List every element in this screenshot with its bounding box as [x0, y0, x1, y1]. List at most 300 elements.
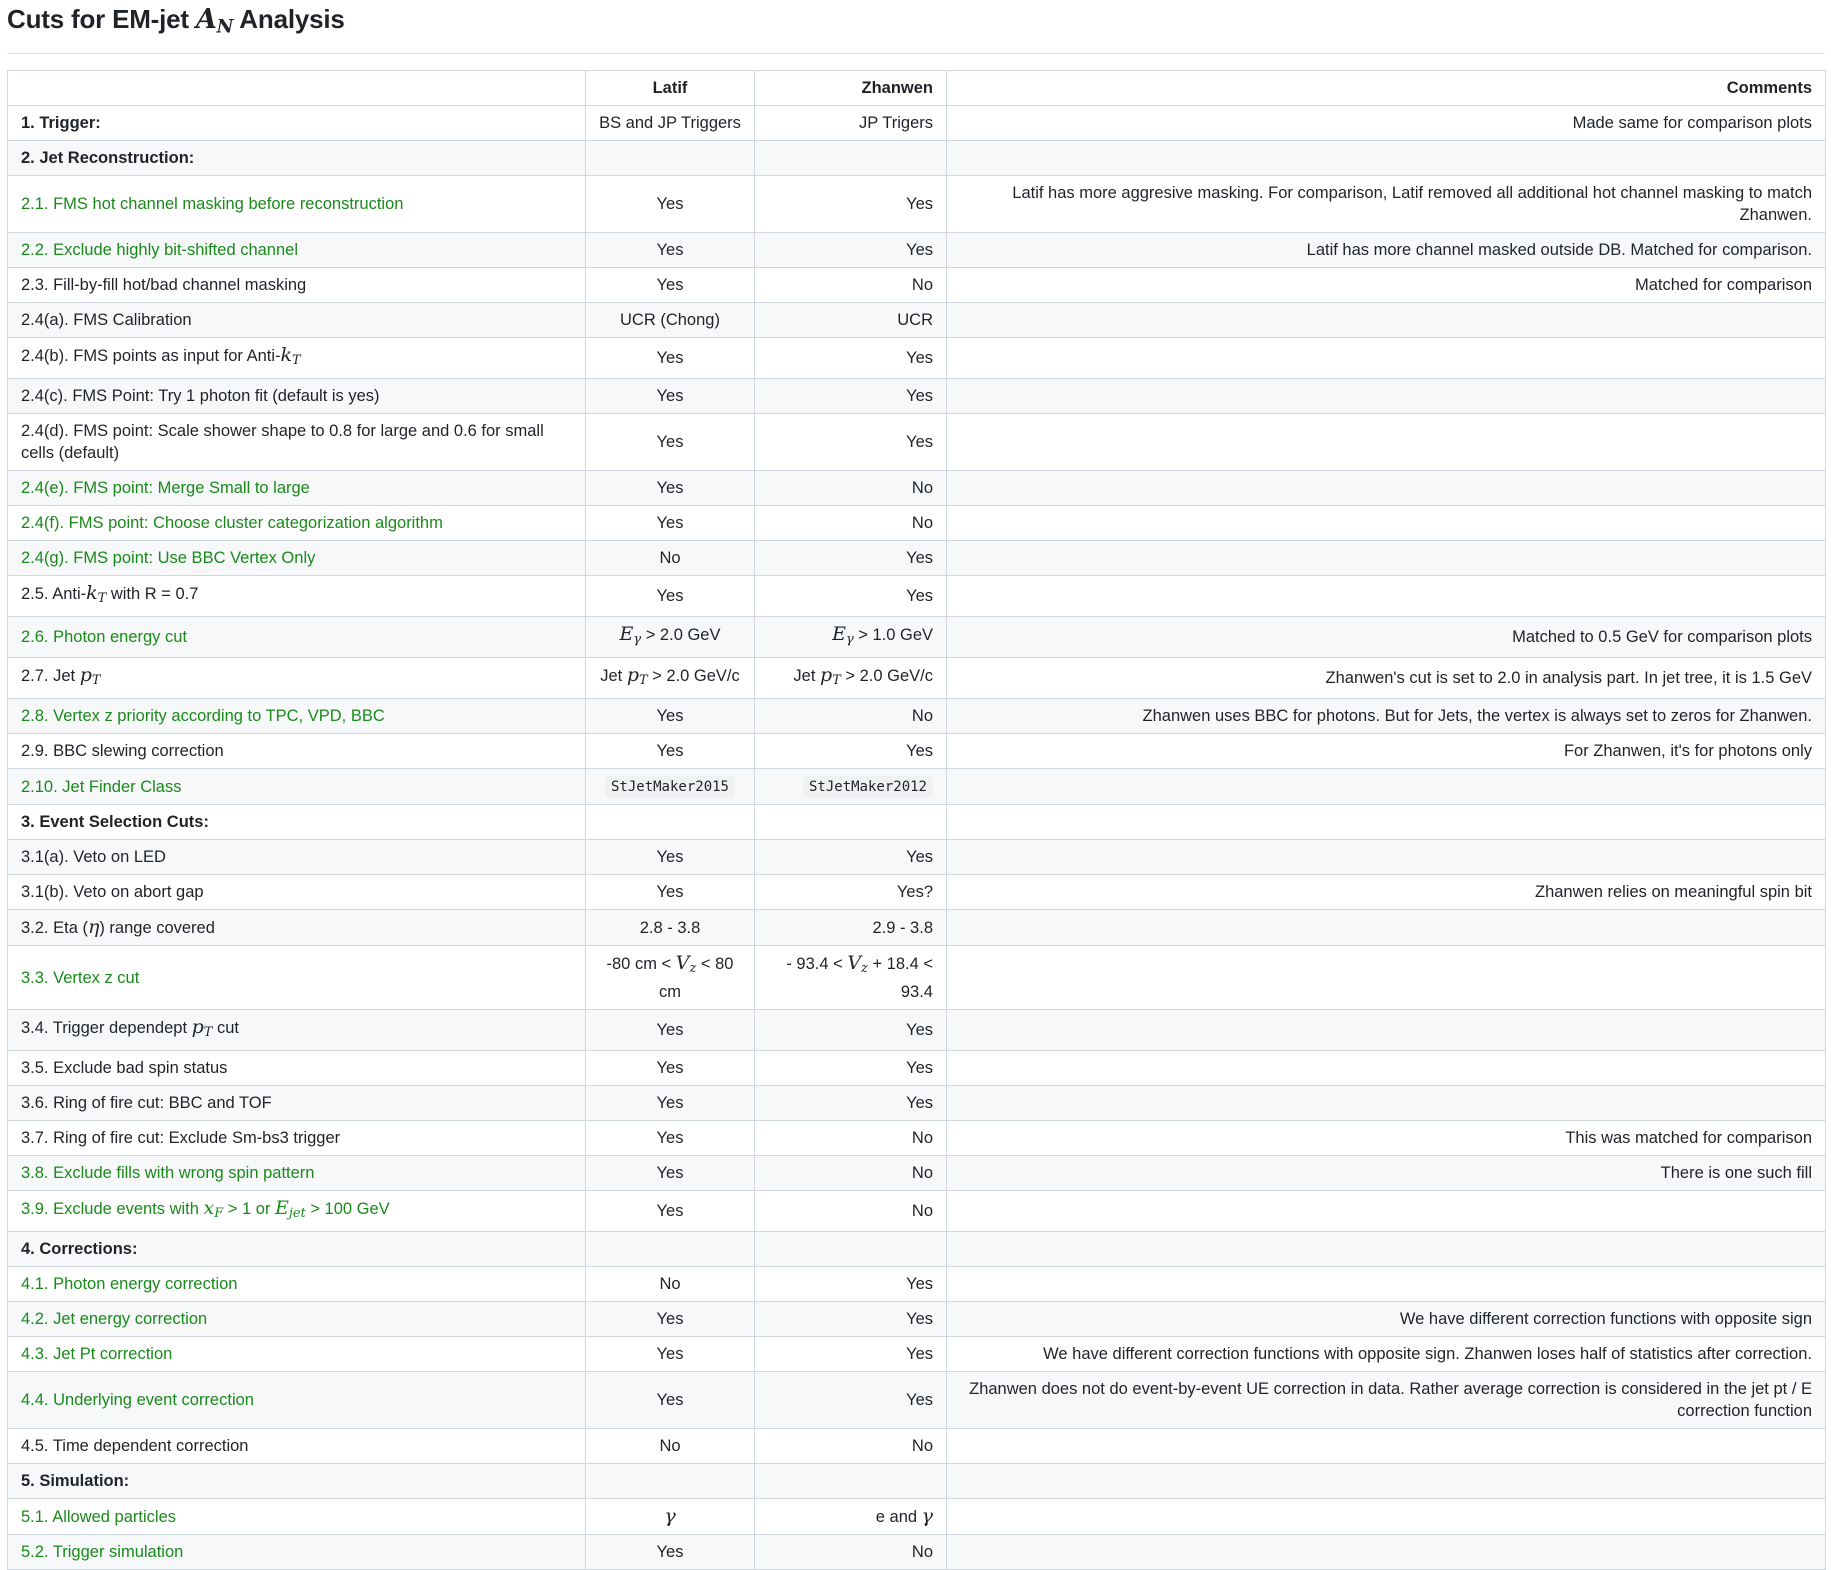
cut-label-text: 3.9. Exclude events with [21, 1199, 204, 1218]
comment-text: Zhanwen does not do event-by-event UE correction in data. Rather average correction is considered in the jet pt / E correction function [969, 1380, 1812, 1421]
comment-text: Zhanwen uses BBC for photons. But for Jets, the vertex is always set to zeros for Zhanwen. [1142, 707, 1812, 726]
latif-value-text: 2.8 - 3.8 [639, 918, 701, 937]
zhanwen-value-text: Yes [906, 386, 933, 405]
comment-text: Latif has more channel masked outside DB. Matched for comparison. [1306, 240, 1812, 259]
cut-label-text: 3.5. Exclude bad spin status [21, 1058, 228, 1077]
latif-value [586, 378, 755, 413]
comment [947, 699, 1826, 734]
cut-label-math-sub: T [91, 673, 101, 689]
cut-label-text: 3.4. Trigger dependept [21, 1018, 192, 1037]
zhanwen-value-text: No [911, 478, 933, 497]
cut-label-text: 5.2. Trigger simulation [21, 1543, 184, 1562]
latif-value-text: Yes [656, 478, 684, 497]
zhanwen-value-text: Yes [906, 1093, 933, 1112]
latif-value [586, 1429, 755, 1464]
zhanwen-value [755, 805, 947, 840]
cut-label-math [86, 581, 107, 607]
cut-label-text: 2.4(a). FMS Calibration [21, 310, 192, 329]
cut-label [8, 267, 586, 302]
zhanwen-value [755, 378, 947, 413]
comment-text: There is one such fill [1660, 1163, 1812, 1182]
comment [947, 505, 1826, 540]
latif-value-math-base: p [626, 664, 639, 687]
comment [947, 337, 1826, 378]
cut-label-text-after: cut [212, 1018, 240, 1037]
table-header-row [8, 70, 1826, 105]
zhanwen-value-text: No [911, 1202, 933, 1220]
table-row [8, 302, 1826, 337]
table-row [8, 1464, 1826, 1499]
zhanwen-value-math-sub: z [861, 961, 868, 977]
page-title-prefix: Cuts for EM-jet [7, 4, 196, 34]
cut-label [8, 575, 586, 616]
latif-value-text: Yes [656, 848, 684, 867]
zhanwen-value-text: Yes [906, 586, 933, 605]
latif-value [586, 875, 755, 910]
zhanwen-value [755, 910, 947, 946]
cut-label-text: 4.5. Time dependent correction [21, 1437, 249, 1456]
comment [947, 1464, 1826, 1499]
table-row [8, 699, 1826, 734]
page-title-math-base: A [195, 4, 217, 35]
cut-label-text: 3.1(b). Veto on abort gap [21, 883, 204, 902]
cut-label [8, 505, 586, 540]
latif-value-text: Yes [656, 1058, 684, 1077]
comment [947, 658, 1826, 699]
comment-text: We have different correction functions with opposite sign [1399, 1310, 1812, 1329]
zhanwen-value-text: Yes [906, 742, 933, 761]
cut-label-text-after: with R = 0.7 [106, 584, 199, 603]
zhanwen-value-text: No [911, 1163, 933, 1182]
table-row [8, 1302, 1826, 1337]
zhanwen-value [755, 1009, 947, 1050]
zhanwen-value-math [922, 1505, 933, 1527]
header-latif: Latif [586, 70, 755, 105]
latif-value-text: Yes [656, 432, 684, 451]
cut-label [8, 946, 586, 1009]
cut-label-text-after: > 1 or [223, 1199, 276, 1218]
zhanwen-value-text: No [911, 1128, 933, 1147]
zhanwen-value-text: Yes [906, 348, 933, 367]
table-row [8, 805, 1826, 840]
latif-value-math-base: V [675, 952, 690, 975]
zhanwen-value [755, 413, 947, 470]
zhanwen-value [755, 840, 947, 875]
latif-value [586, 805, 755, 840]
latif-value [586, 910, 755, 946]
cut-label [8, 840, 586, 875]
zhanwen-value-text: 2.9 - 3.8 [872, 918, 933, 937]
table-row [8, 1372, 1826, 1429]
comment [947, 1190, 1826, 1231]
latif-value-text: Yes [656, 1163, 684, 1182]
table-row [8, 875, 1826, 910]
zhanwen-value [755, 875, 947, 910]
comment [947, 769, 1826, 805]
cut-label-text: 4.1. Photon energy correction [21, 1275, 238, 1294]
comment [947, 232, 1826, 267]
zhanwen-value [755, 1155, 947, 1190]
cut-label-text: 1. Trigger: [21, 113, 101, 132]
latif-value-text: > 2.0 GeV [641, 626, 721, 645]
cut-label [8, 805, 586, 840]
zhanwen-value-text: + 18.4 < 93.4 [867, 955, 933, 1001]
latif-value-text: Yes [656, 742, 684, 761]
comment-text: Latif has more aggresive masking. For comparison, Latif removed all additional hot channel masking to match Zhanwen. [1012, 183, 1812, 224]
table-row [8, 470, 1826, 505]
zhanwen-value-text: Yes [906, 1391, 933, 1410]
zhanwen-value-text: Yes [906, 432, 933, 451]
zhanwen-value [755, 658, 947, 699]
latif-value [586, 1372, 755, 1429]
zhanwen-value-text: Yes [906, 1310, 933, 1329]
latif-value-text: Yes [656, 348, 684, 367]
zhanwen-value-text: JP Trigers [859, 113, 933, 132]
zhanwen-value-text: Yes [906, 240, 933, 259]
cut-label [8, 1232, 586, 1267]
comment [947, 1085, 1826, 1120]
cut-label [8, 140, 586, 175]
latif-value-math [626, 664, 648, 689]
cut-label-math-2-base: E [275, 1196, 289, 1219]
zhanwen-value [755, 1190, 947, 1231]
latif-value-math [675, 952, 697, 977]
latif-value [586, 1267, 755, 1302]
comment [947, 1372, 1826, 1429]
zhanwen-value [755, 232, 947, 267]
latif-value [586, 734, 755, 769]
latif-value [586, 175, 755, 232]
cut-label [8, 302, 586, 337]
table-row [8, 910, 1826, 946]
zhanwen-value-math [847, 952, 868, 977]
cut-label [8, 1337, 586, 1372]
latif-value-text: Yes [656, 586, 684, 605]
zhanwen-value-math-base: γ [921, 1505, 933, 1528]
cut-label-math [88, 916, 99, 938]
zhanwen-value [755, 175, 947, 232]
comment-text: Matched for comparison [1635, 275, 1812, 294]
table-row [8, 1535, 1826, 1570]
cut-label-math [79, 664, 101, 689]
cut-label [8, 540, 586, 575]
zhanwen-value-pre: e and [875, 1508, 922, 1527]
cut-label-math-base: η [87, 916, 100, 939]
zhanwen-value-text: No [911, 707, 933, 726]
comment [947, 1155, 1826, 1190]
latif-value-text: Yes [656, 1093, 684, 1112]
zhanwen-value [755, 699, 947, 734]
zhanwen-value [755, 267, 947, 302]
zhanwen-value-text: Yes? [896, 883, 933, 902]
latif-value [586, 1464, 755, 1499]
latif-value [586, 946, 755, 1009]
latif-value [586, 1085, 755, 1120]
zhanwen-value-text: No [911, 275, 933, 294]
latif-value-text: BS and JP Triggers [599, 113, 741, 132]
comment [947, 1337, 1826, 1372]
latif-value [586, 1009, 755, 1050]
latif-value-text: No [659, 548, 681, 567]
table-row [8, 1085, 1826, 1120]
zhanwen-value [755, 505, 947, 540]
cut-label-text: 3.7. Ring of fire cut: Exclude Sm-bs3 trigger [21, 1128, 341, 1147]
cut-label [8, 1050, 586, 1085]
cut-label-math-sub: T [203, 1024, 213, 1040]
zhanwen-value-text: Yes [906, 194, 933, 213]
cut-label-math-2 [275, 1196, 306, 1222]
cut-label-math-base: p [79, 664, 92, 687]
cut-label [8, 1535, 586, 1570]
cut-label-text: 3. Event Selection Cuts: [21, 813, 209, 832]
table-row [8, 734, 1826, 769]
latif-code: StJetMaker2015 [605, 776, 735, 798]
zhanwen-value [755, 1120, 947, 1155]
cut-label-text: 2. Jet Reconstruction: [21, 148, 195, 167]
zhanwen-value-math-sub: T [832, 673, 841, 689]
latif-value [586, 105, 755, 140]
latif-value-math-sub: z [689, 961, 697, 977]
cut-label [8, 1267, 586, 1302]
cut-label-math-sub: F [214, 1206, 224, 1222]
cut-label-text: 2.4(c). FMS Point: Try 1 photon fit (default is yes) [21, 386, 380, 405]
zhanwen-value-math [820, 664, 841, 689]
latif-value [586, 413, 755, 470]
latif-value [586, 470, 755, 505]
cut-label-text: 2.4(e). FMS point: Merge Small to large [21, 478, 310, 497]
latif-value [586, 658, 755, 699]
latif-value [586, 540, 755, 575]
latif-value [586, 1190, 755, 1231]
comment [947, 1535, 1826, 1570]
zhanwen-value [755, 1302, 947, 1337]
zhanwen-value [755, 337, 947, 378]
cut-label [8, 658, 586, 699]
cut-label-text: 2.7. Jet [21, 667, 80, 686]
zhanwen-value-pre: Jet [793, 667, 821, 686]
latif-value-text: No [659, 1275, 681, 1294]
document [7, 0, 1825, 1570]
table-row [8, 267, 1826, 302]
cut-label-math-2-sub: jet [288, 1206, 306, 1222]
latif-value-text: < 80 cm [659, 955, 734, 1001]
latif-value [586, 1120, 755, 1155]
comment [947, 302, 1826, 337]
cut-label-text: 5.1. Allowed particles [21, 1507, 177, 1526]
table-row [8, 1499, 1826, 1535]
zhanwen-value-math-base: p [820, 664, 833, 687]
cut-label-text: 2.2. Exclude highly bit-shifted channel [21, 240, 299, 259]
comment [947, 805, 1826, 840]
cut-label [8, 910, 586, 946]
latif-value [586, 1535, 755, 1570]
table-row [8, 1337, 1826, 1372]
table-row [8, 1050, 1826, 1085]
comment-text: Matched to 0.5 GeV for comparison plots [1512, 628, 1812, 647]
cut-label [8, 1302, 586, 1337]
table-row [8, 1232, 1826, 1267]
table-row [8, 1190, 1826, 1231]
zhanwen-value [755, 1464, 947, 1499]
zhanwen-value-text: Yes [906, 548, 933, 567]
comment-text: We have different correction functions with opposite sign. Zhanwen loses half of statistics after correction. [1043, 1345, 1812, 1364]
latif-value-text: > 2.0 GeV/c [647, 667, 740, 686]
table-row [8, 946, 1826, 1009]
page-title [7, 0, 1825, 54]
cut-label-text: 3.2. Eta ( [21, 919, 88, 938]
comment [947, 540, 1826, 575]
table-row [8, 840, 1826, 875]
latif-value-text: Yes [656, 1202, 684, 1220]
latif-value [586, 1232, 755, 1267]
table-row [8, 105, 1826, 140]
zhanwen-value [755, 1050, 947, 1085]
zhanwen-value [755, 540, 947, 575]
table-row [8, 175, 1826, 232]
table-row [8, 1155, 1826, 1190]
comment [947, 946, 1826, 1009]
table-row [8, 769, 1826, 805]
comment [947, 1232, 1826, 1267]
comment [947, 140, 1826, 175]
comment [947, 175, 1826, 232]
cut-label-text: 4.3. Jet Pt correction [21, 1345, 173, 1364]
table-row [8, 658, 1826, 699]
comment [947, 1267, 1826, 1302]
cut-label-text-after-2: > 100 GeV [305, 1199, 390, 1218]
cut-label [8, 875, 586, 910]
latif-value [586, 575, 755, 616]
page-title-suffix: Analysis [233, 4, 345, 34]
cut-label-text: 2.4(g). FMS point: Use BBC Vertex Only [21, 548, 316, 567]
table-row [8, 1429, 1826, 1464]
cut-label-math [203, 1196, 224, 1222]
cut-label-text: 2.4(b). FMS points as input for Anti- [21, 346, 281, 365]
cut-label-text: 2.3. Fill-by-fill hot/bad channel masking [21, 275, 307, 294]
zhanwen-value-text: Yes [906, 1275, 933, 1294]
latif-value-text: Yes [656, 1543, 684, 1562]
cut-label-math-sub: T [97, 591, 107, 607]
latif-value [586, 769, 755, 805]
latif-value-text: Yes [656, 707, 684, 726]
zhanwen-value-text: Yes [906, 1020, 933, 1039]
cut-label-text: 2.6. Photon energy cut [21, 628, 188, 647]
cut-label-text: 2.4(f). FMS point: Choose cluster categorization algorithm [21, 513, 443, 532]
latif-value-math-base: E [619, 623, 634, 646]
cut-label-math [192, 1016, 213, 1038]
cut-label [8, 1085, 586, 1120]
latif-value-pre: -80 cm < [606, 955, 676, 974]
cut-label-text: 2.4(d). FMS point: Scale shower shape to 0.8 for large and 0.6 for small cells (default) [21, 421, 544, 462]
cuts-table [7, 70, 1826, 1570]
latif-value-text: Yes [656, 1020, 684, 1039]
cut-label [8, 699, 586, 734]
header-zhanwen: Zhanwen [755, 70, 947, 105]
latif-value-text: Yes [656, 513, 684, 532]
cut-label-math [281, 344, 301, 366]
comment [947, 470, 1826, 505]
table-body [8, 105, 1826, 1570]
latif-value-math [664, 1505, 675, 1527]
latif-value-text: Yes [656, 1345, 684, 1364]
comment [947, 1120, 1826, 1155]
cut-label [8, 769, 586, 805]
comment [947, 267, 1826, 302]
cut-label [8, 1155, 586, 1190]
table-row [8, 337, 1826, 378]
latif-value-math-sub: γ [633, 632, 642, 648]
latif-value [586, 140, 755, 175]
cut-label-text: 4.2. Jet energy correction [21, 1310, 208, 1329]
latif-value [586, 617, 755, 658]
zhanwen-value [755, 1085, 947, 1120]
zhanwen-value [755, 946, 947, 1009]
comment [947, 105, 1826, 140]
latif-value [586, 1050, 755, 1085]
latif-value [586, 1155, 755, 1190]
zhanwen-value [755, 1499, 947, 1535]
zhanwen-value-text: Yes [906, 1058, 933, 1077]
zhanwen-code: StJetMaker2012 [803, 776, 933, 798]
cut-label [8, 1464, 586, 1499]
cut-label-text: 2.5. Anti- [21, 584, 87, 603]
cut-label [8, 734, 586, 769]
zhanwen-value [755, 734, 947, 769]
latif-value-text: Yes [656, 194, 684, 213]
latif-value [586, 1499, 755, 1535]
comment [947, 617, 1826, 658]
zhanwen-value [755, 1337, 947, 1372]
cut-label [8, 232, 586, 267]
zhanwen-value [755, 575, 947, 616]
cut-label-math-base: p [191, 1015, 204, 1038]
latif-value [586, 302, 755, 337]
comment-text: This was matched for comparison [1565, 1128, 1812, 1147]
table-row [8, 413, 1826, 470]
header-comments: Comments [947, 70, 1826, 105]
cut-label-text: 3.6. Ring of fire cut: BBC and TOF [21, 1093, 272, 1112]
latif-value [586, 337, 755, 378]
latif-value-text: No [659, 1437, 681, 1456]
zhanwen-value-math-base: V [847, 952, 862, 975]
cut-label [8, 1429, 586, 1464]
zhanwen-value [755, 105, 947, 140]
comment [947, 1050, 1826, 1085]
latif-value-text: Yes [656, 1310, 684, 1329]
page-title-math-sub: N [216, 16, 234, 38]
cut-label-text: 3.3. Vertex z cut [21, 968, 140, 987]
comment-text: Made same for comparison plots [1572, 113, 1812, 132]
latif-value-text: UCR (Chong) [620, 310, 720, 329]
cut-label-text: 4.4. Underlying event correction [21, 1391, 254, 1410]
cut-label [8, 617, 586, 658]
comment-text: For Zhanwen, it's for photons only [1563, 742, 1812, 761]
page-title-math [195, 4, 234, 38]
comment-text: Zhanwen's cut is set to 2.0 in analysis part. In jet tree, it is 1.5 GeV [1325, 669, 1812, 688]
cut-label [8, 1009, 586, 1050]
latif-value-text: Yes [656, 275, 684, 294]
latif-value-pre: Jet [600, 667, 627, 686]
cut-label-math-base: k [280, 343, 293, 366]
header-label [8, 70, 586, 105]
cut-label-text: 3.8. Exclude fills with wrong spin pattern [21, 1163, 315, 1182]
cut-label [8, 1120, 586, 1155]
zhanwen-value [755, 470, 947, 505]
table-row [8, 1120, 1826, 1155]
latif-value-math-sub: T [638, 673, 648, 689]
zhanwen-value [755, 1429, 947, 1464]
zhanwen-value-math-sub: γ [845, 632, 854, 648]
